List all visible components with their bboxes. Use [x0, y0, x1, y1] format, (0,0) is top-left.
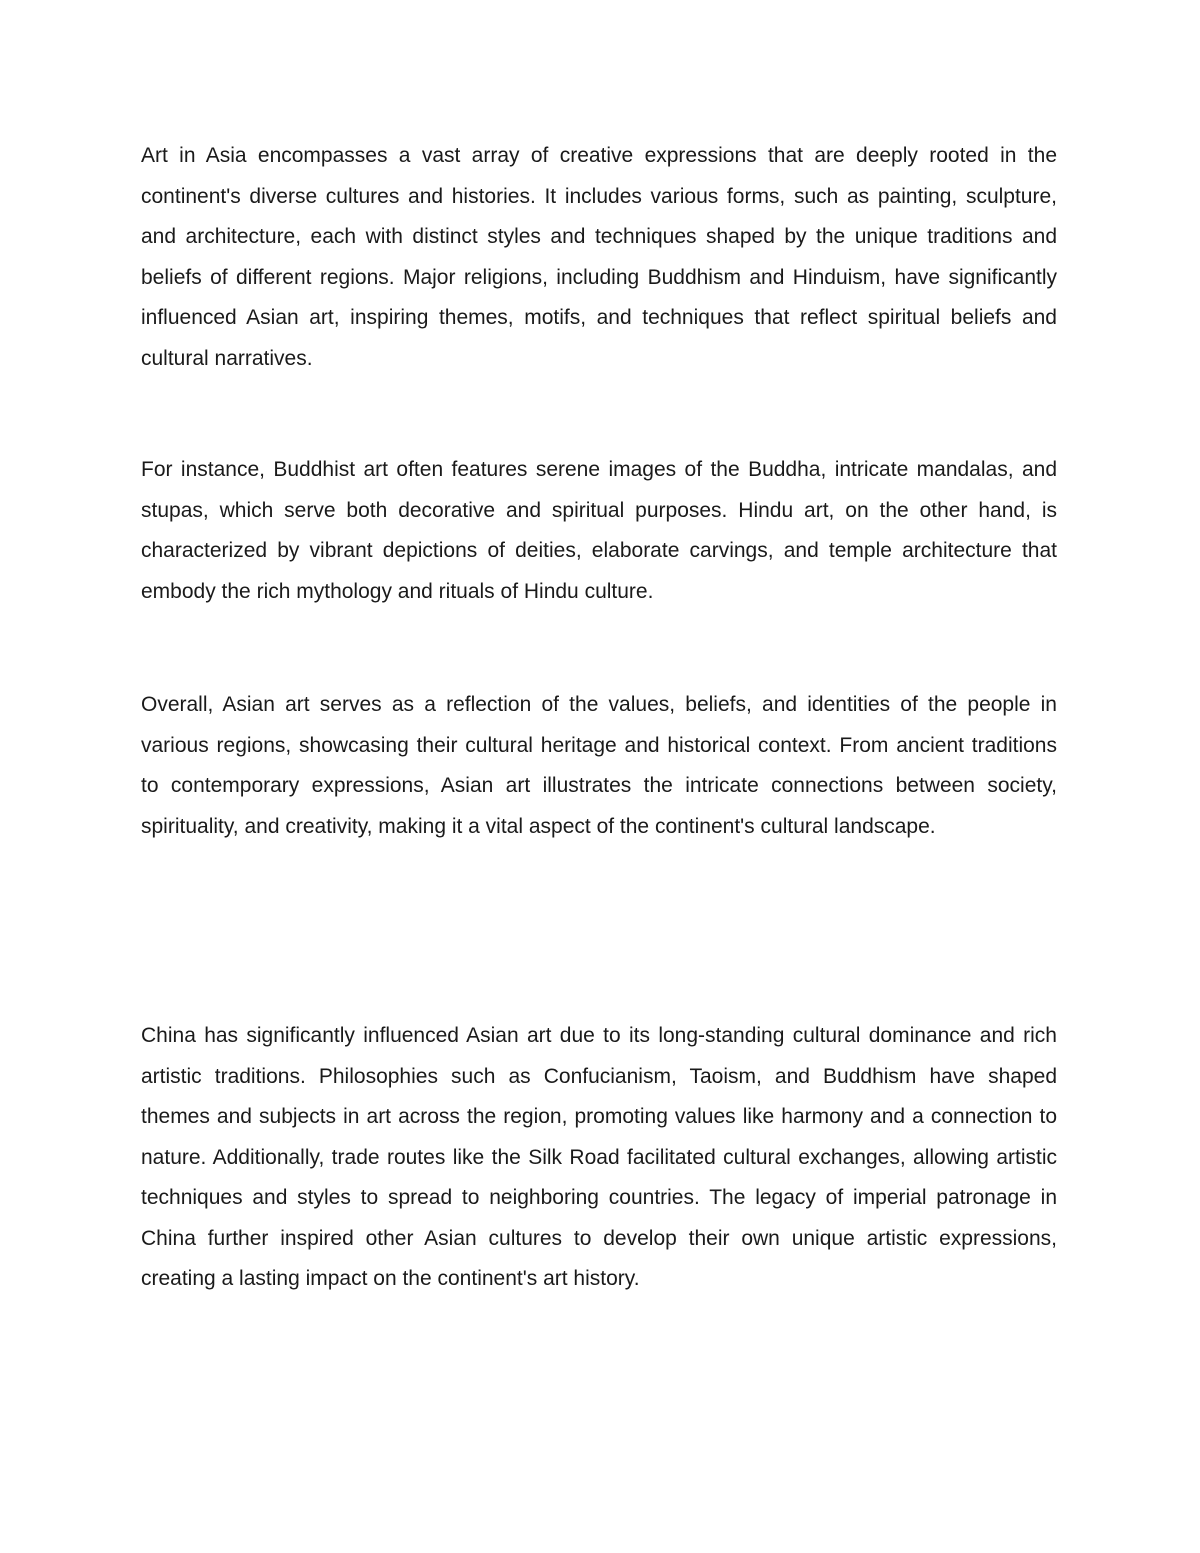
paragraph-china-influence: China has significantly influenced Asian art due to its long-standing cultural dominance and rich artistic traditions. Philosophies such as Confucianism, Taoism, and Buddhism have shaped themes and subjects in art across the region, promoting values like harmony and a connection to nature. Additionally, trade routes like the Silk Road facilitated cultural exchanges, allowing artistic techniques and styles to spread to neighboring countries. The legacy of imperial patronage in China further inspired other Asian cultures to develop their own unique artistic expressions, creating a lasting impact on the continent's art history. [141, 1024, 1057, 1290]
paragraph-overall-reflection: Overall, Asian art serves as a reflection of the values, beliefs, and identities of the people in various regions, showcasing their cultural heritage and historical context. From ancient traditions to contemporary expressions, Asian art illustrates the intricate connections between society, spirituality, and creativity, making it a vital aspect of the continent's cultural landscape. [141, 693, 1057, 838]
paragraph-art-in-asia-intro: Art in Asia encompasses a vast array of creative expressions that are deeply rooted in the continent's diverse cultures and histories. It includes various forms, such as painting, sculpture, and architecture, each with distinct styles and techniques shaped by the unique traditions and beliefs of different regions. Major religions, including Buddhism and Hinduism, have significantly influenced Asian art, inspiring themes, motifs, and techniques that reflect spiritual beliefs and cultural narratives. [141, 144, 1057, 370]
paragraph-buddhist-hindu-art: For instance, Buddhist art often features serene images of the Buddha, intricate mandalas, and stupas, which serve both decorative and spiritual purposes. Hindu art, on the other hand, is characterized by vibrant depictions of deities, elaborate carvings, and temple architecture that embody the rich mythology and rituals of Hindu culture. [141, 458, 1057, 603]
